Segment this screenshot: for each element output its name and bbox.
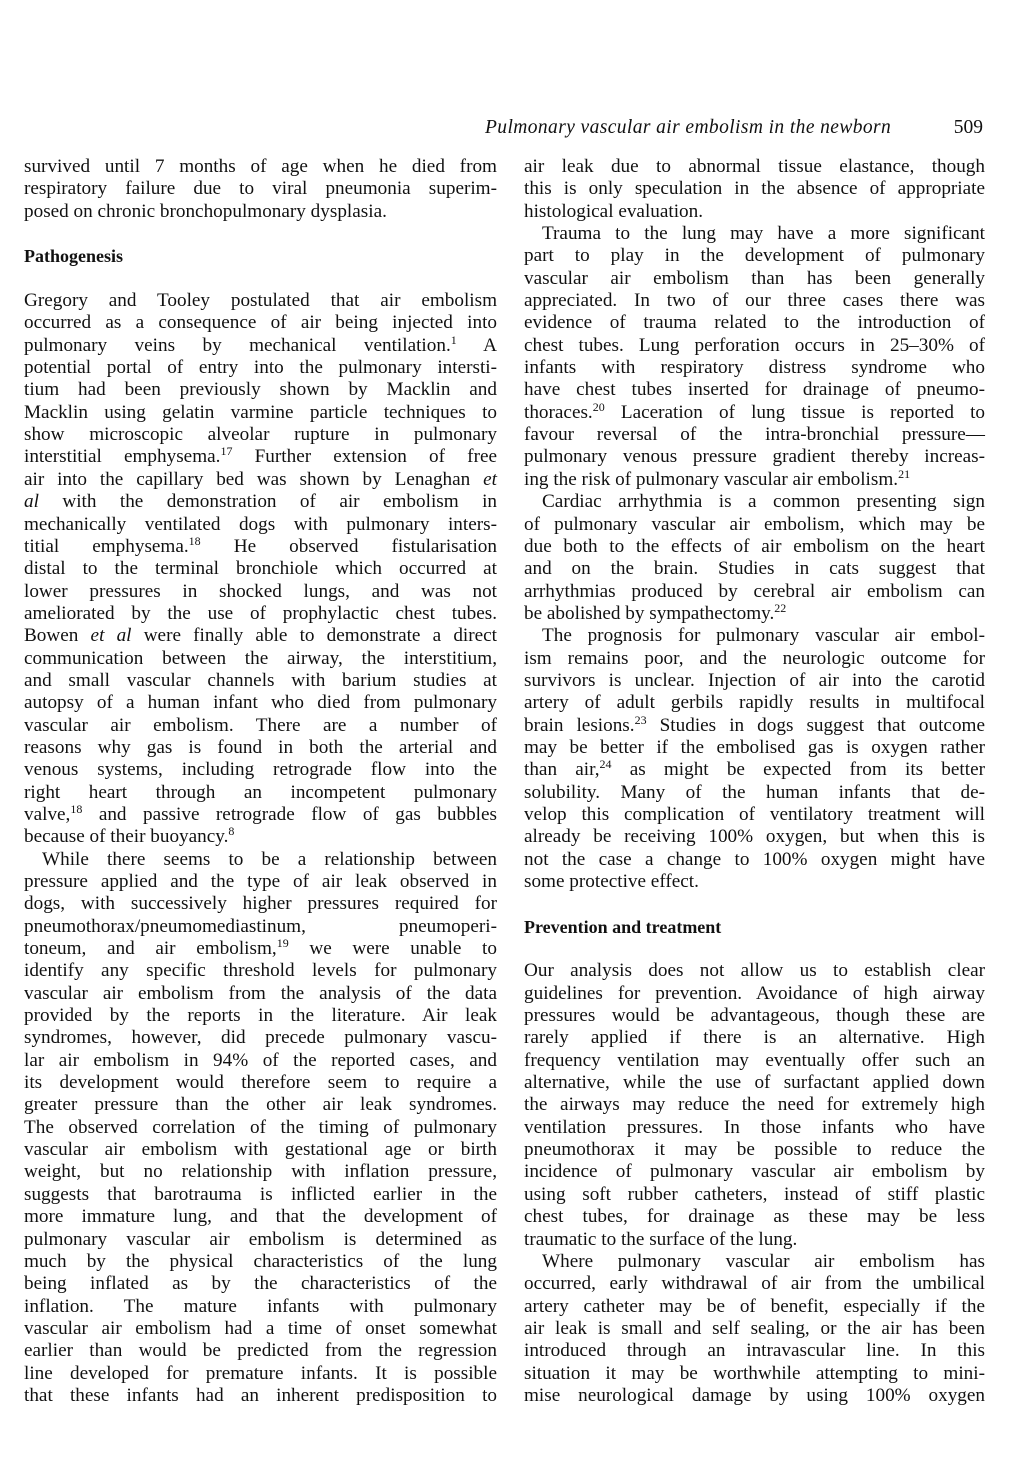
text-line: guidelines for prevention. Avoidance of high airway [524,982,985,1004]
text-line: vascular air embolism from the analysis of the data [24,982,497,1004]
paragraph-trauma [524,223,985,491]
text-line: chest tubes. Lung perforation occurs in 25–30% of [524,334,985,356]
text-line: venous systems, including retrograde flow into the [24,759,497,781]
text-fragment: were finally able to demonstrate a direct [131,625,498,647]
text-line: pressures would be advantageous, though these are [524,1005,985,1027]
text-line: already be receiving 100% oxygen, but when this is [524,826,985,848]
text-line: histological evaluation. [524,200,704,222]
text-line: The prognosis for pulmonary vascular air embol- [542,625,985,647]
text-line: line developed for premature infants. It is possible [24,1362,497,1384]
text-line [24,801,497,826]
text-line: Gregory and Tooley postulated that air embolism [24,290,497,312]
text-line: being inflated as by the characteristics of the [24,1273,497,1295]
text-line: evidence of trauma related to the introduction of [524,312,985,334]
text-line: part to play in the development of pulmonary [524,245,985,267]
text-line [24,469,497,491]
text-line: occurred as a consequence of air being injected into [24,312,497,334]
text-fragment: as might be expected from its better [611,759,985,781]
text-line: inflation. The mature infants with pulmonary [24,1295,497,1317]
text-line: occurred, early withdrawal of air from the umbilical [524,1273,985,1295]
citation-ref: 1 [450,332,457,347]
text-line: air leak is small and self sealing, or the air has been [524,1317,985,1339]
spacer [24,223,497,245]
citation-ref: 20 [592,399,605,414]
text-line: mise neurological damage by using 100% oxygen [524,1384,985,1406]
text-line: have chest tubes inserted for drainage of pneumo- [524,379,985,401]
text-line: artery catheter may be of benefit, especially if the [524,1295,985,1317]
text-line: the airways may reduce the need for extremely high [524,1094,985,1116]
text-line [24,533,497,558]
text-line: syndromes, however, did precede pulmonary vascu- [24,1027,497,1049]
text-line: Macklin using gelatin varmine particle techniques to [24,401,497,423]
text-line: rarely applied if there is an alternative. High [524,1027,985,1049]
text-line: greater pressure than the other air leak syndromes. [24,1094,497,1116]
text-line: distal to the terminal bronchiole which occurred at [24,558,497,580]
text-line: situation it may be worthwhile attempting to mini- [524,1362,985,1384]
text-fragment: be abolished by sympathectomy. [524,602,775,624]
text-line: provided by the reports in the literature. Air leak [24,1005,497,1027]
text-line: due both to the effects of air embolism on the heart [524,535,985,557]
text-line: Cardiac arrhythmia is a common presenting sign [542,491,985,513]
text-line: survived until 7 months of age when he died from [24,156,497,177]
text-fragment: ing the risk of pulmonary vascular air embolism. [524,468,899,490]
italic-al: al [24,491,39,513]
text-line: frequency ventilation may eventually offer such an [524,1049,985,1071]
text-line [524,466,985,491]
citation-ref: 23 [634,712,647,727]
citation-ref: 21 [898,466,911,481]
spacer [524,938,985,960]
text-line: favour reversal of the intra-bronchial pressure— [524,424,985,446]
citation-ref: 24 [599,757,612,772]
text-line: lower pressures in shocked lungs, and was not [24,580,497,602]
text-line: posed on chronic bronchopulmonary dysplasia. [24,200,387,222]
text-line: vascular air embolism with gestational age or birth [24,1139,497,1161]
text-fragment: with the demonstration of air embolism in [62,491,498,513]
paragraph-cardiac-arrhythmia [524,491,985,625]
paragraph-gregory-tooley [24,290,497,849]
section-heading-prevention: Prevention and treatment [524,916,722,937]
text-line: using soft rubber catheters, instead of stiff plastic [524,1183,985,1205]
text-fragment: toneum, and air embolism, [24,938,277,960]
text-line: vascular air embolism than has been generally [524,267,985,289]
paragraph-pressure-relationship [24,849,497,1408]
text-fragment: thoraces. [524,401,593,423]
text-line: pulmonary vascular air embolism is determined as [24,1228,497,1250]
text-line: introduced through an intravascular line. In this [524,1340,985,1362]
citation-ref: 18 [188,533,201,548]
text-line [24,446,497,468]
text-line: Our analysis does not allow us to establish clear [524,960,985,982]
text-line [24,625,497,647]
text-line [524,759,985,781]
text-line: The observed correlation of the timing of pulmonary [24,1116,497,1138]
text-line [24,491,497,513]
text-line: chest tubes, for drainage as these may be less [524,1206,985,1228]
text-line: this is only speculation in the absence of appropriate [524,178,985,200]
text-line: identify any specific threshold levels for pulmonary [24,960,497,982]
citation-ref: 18 [70,801,83,816]
text-line [524,600,985,625]
text-line: Trauma to the lung may have a more significant [542,223,985,245]
text-fragment: brain lesions. [524,714,635,736]
text-fragment: A [456,334,497,356]
spacer [524,893,985,915]
text-line: respiratory failure due to viral pneumonia superim- [24,178,497,200]
text-line: right heart through an incompetent pulmonary [24,781,497,803]
text-fragment: titial emphysema. [24,535,189,557]
text-line [524,712,985,737]
text-fragment: interstitial emphysema. [24,446,221,468]
text-line: traumatic to the surface of the lung. [524,1228,798,1250]
text-fragment: Studies in dogs suggest that outcome [646,714,985,736]
text-line: appreciated. In two of our three cases there was [524,290,985,312]
text-line: ameliorated by the use of prophylactic chest tubes. [24,602,497,624]
text-line: some protective effect. [524,871,699,892]
right-column [524,156,985,1407]
text-line: survivors is unclear. Injection of air into the carotid [524,669,985,691]
text-line: incidence of pulmonary vascular air embolism by [524,1161,985,1183]
paragraph-prognosis [524,625,985,893]
text-line: pulmonary venous pressure gradient thereby increas- [524,446,985,468]
text-line: and small vascular channels with barium studies at [24,669,497,691]
citation-ref: 17 [220,444,233,459]
citation-ref: 22 [774,600,787,615]
text-fragment: air into the capillary bed was shown by Lenaghan [24,468,471,490]
continued-paragraph [524,156,985,223]
text-line: ism remains poor, and the neurologic outcome for [524,647,985,669]
text-line: reasons why gas is found in both the arterial and [24,736,497,758]
text-line: alternative, while the use of surfactant applied down [524,1072,985,1094]
text-fragment: Further extension of free [232,446,497,468]
text-fragment: because of their buoyancy. [24,826,229,848]
running-header [485,117,985,143]
text-line: pressure applied and the type of air leak observed in [24,871,497,892]
text-line: and on the brain. Studies in cats suggest that [524,558,985,580]
text-line: While there seems to be a relationship between [42,848,497,870]
text-line: much by the physical characteristics of the lung [24,1250,497,1272]
left-column [24,156,497,1407]
citation-ref: 8 [228,824,235,839]
text-line: dogs, with successively higher pressures required for [24,893,497,915]
spacer [24,268,497,290]
text-line: potential portal of entry into the pulmonary intersti- [24,357,497,379]
text-line: velop this complication of ventilatory treatment will [524,803,985,825]
text-line: pneumothorax it may be possible to reduce the [524,1139,985,1161]
text-fragment: He observed fistularisation [200,535,497,557]
text-fragment: Laceration of lung tissue is reported to [604,401,985,423]
text-fragment: than air, [524,759,600,781]
text-fragment: pulmonary veins by mechanical ventilation. [24,334,451,356]
text-line: mechanically ventilated dogs with pulmonary inters- [24,513,497,535]
text-line: of pulmonary vascular air embolism, which may be [524,513,985,535]
text-line: autopsy of a human infant who died from pulmonary [24,692,497,714]
text-line: Where pulmonary vascular air embolism has [542,1250,985,1272]
page-number: 509 [953,117,983,138]
paragraph-prevention [524,960,985,1250]
text-line [524,399,985,424]
text-line: lar air embolism in 94% of the reported cases, and [24,1049,497,1071]
text-line: tium had been previously shown by Macklin and [24,379,497,401]
paragraph-where-embolism-occurred [524,1251,985,1407]
text-line: vascular air embolism had a time of onset somewhat [24,1317,497,1339]
text-line [24,826,497,848]
italic-et: et [483,468,497,490]
text-fragment: valve, [24,803,71,825]
text-line: vascular air embolism. There are a number of [24,714,497,736]
text-line: artery of adult gerbils rapidly results in multifocal [524,692,985,714]
text-line: weight, but no relationship with inflation pressure, [24,1161,497,1183]
text-line [24,332,497,357]
text-line: ventilation pressures. In those infants who have [524,1116,985,1138]
text-line: show microscopic alveolar rupture in pulmonary [24,424,497,446]
text-line: infants with respiratory distress syndrome who [524,357,985,379]
text-fragment: we were unable to [288,938,497,960]
text-line: earlier than would be predicted from the regression [24,1340,497,1362]
text-line: its development would therefore seem to require a [24,1072,497,1094]
section-heading-pathogenesis: Pathogenesis [24,246,123,267]
italic-et-al: et al [90,625,132,647]
text-line: that these infants had an inherent predisposition to [24,1384,497,1406]
text-line: air leak due to abnormal tissue elastance, though [524,156,985,177]
text-line: solubility. Many of the human infants that de- [524,781,985,803]
text-line: not the case a change to 100% oxygen might have [524,848,985,870]
running-title: Pulmonary vascular air embolism in the newborn [485,117,892,138]
citation-ref: 19 [276,936,289,951]
text-line: pneumothorax/pneumomediastinum, pneumoperi- [24,915,497,937]
text-line: more immature lung, and that the development of [24,1206,497,1228]
text-line: may be better if the embolised gas is oxygen rather [524,736,985,758]
text-line: communication between the airway, the interstitium, [24,647,497,669]
text-line: arrhythmias produced by cerebral air embolism can [524,580,985,602]
text-fragment: and passive retrograde flow of gas bubbles [82,803,497,825]
text-fragment: Bowen [24,625,79,647]
text-line: suggests that barotrauma is inflicted earlier in the [24,1183,497,1205]
text-line [24,938,497,960]
intro-paragraph [24,156,497,223]
